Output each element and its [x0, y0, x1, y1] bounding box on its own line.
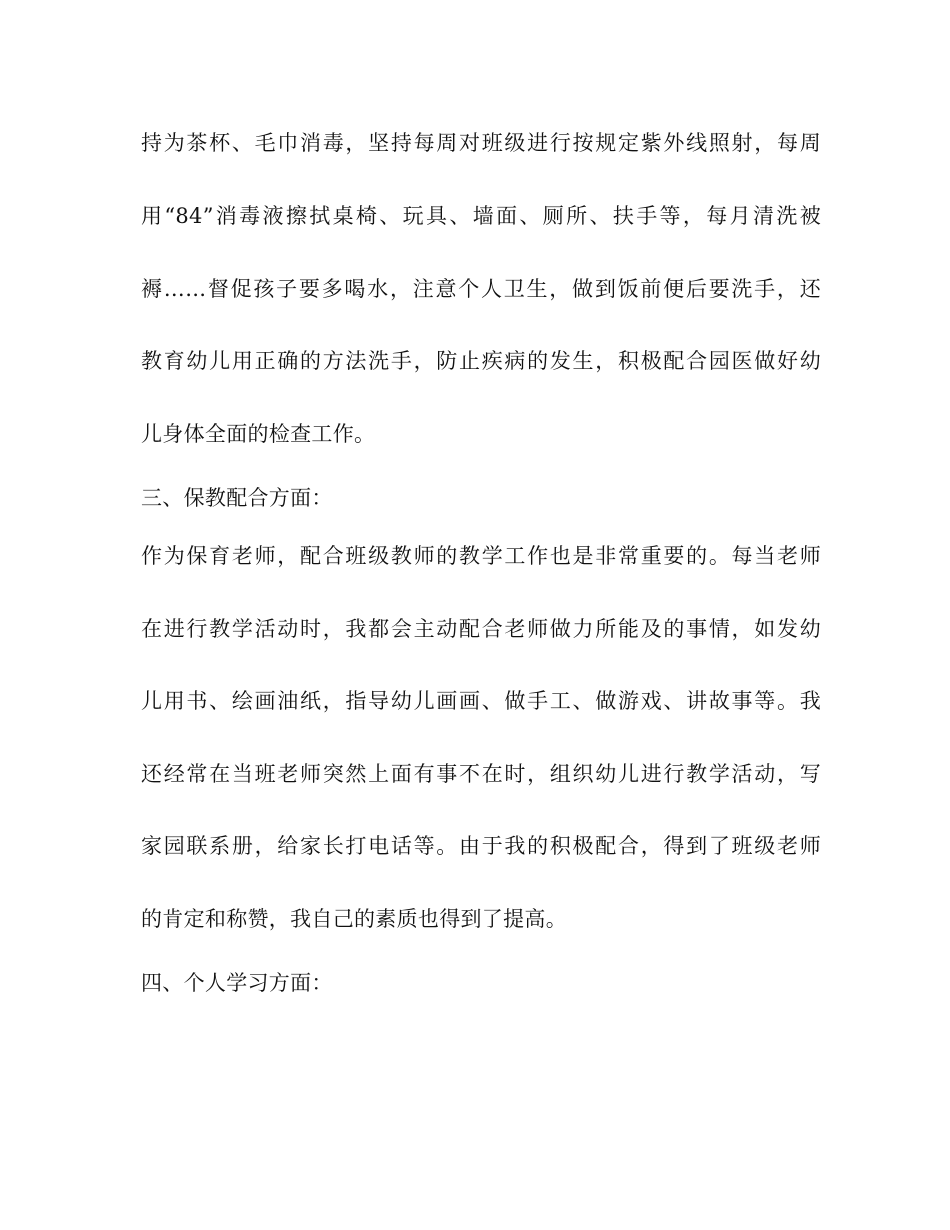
paragraph-line: 还经常在当班老师突然上面有事不在时，组织幼儿进行教学活动，写	[141, 762, 821, 786]
paragraph-line: 在进行教学活动时，我都会主动配合老师做力所能及的事情，如发幼	[141, 617, 821, 641]
section-heading: 三、保教配合方面：	[141, 486, 333, 510]
paragraph-line: 用“84”消毒液擦拭桌椅、玩具、墙面、厕所、扶手等，每月清洗被	[141, 204, 821, 228]
paragraph-line: 家园联系册，给家长打电话等。由于我的积极配合，得到了班级老师	[141, 834, 821, 858]
paragraph-line: 儿身体全面的检查工作。	[141, 422, 376, 446]
paragraph-line: 儿用书、绘画油纸，指导幼儿画画、做手工、做游戏、讲故事等。我	[141, 689, 821, 713]
section-heading: 四、个人学习方面：	[141, 971, 333, 995]
paragraph-line: 持为茶杯、毛巾消毒，坚持每周对班级进行按规定紫外线照射，每周	[141, 131, 821, 155]
paragraph-line: 教育幼儿用正确的方法洗手，防止疾病的发生，积极配合园医做好幼	[141, 349, 821, 373]
paragraph-line: 褥……督促孩子要多喝水，注意个人卫生，做到饭前便后要洗手，还	[141, 277, 821, 301]
paragraph-line: 的肯定和称赞，我自己的素质也得到了提高。	[141, 907, 567, 931]
paragraph-line: 作为保育老师，配合班级教师的教学工作也是非常重要的。每当老师	[141, 544, 821, 568]
